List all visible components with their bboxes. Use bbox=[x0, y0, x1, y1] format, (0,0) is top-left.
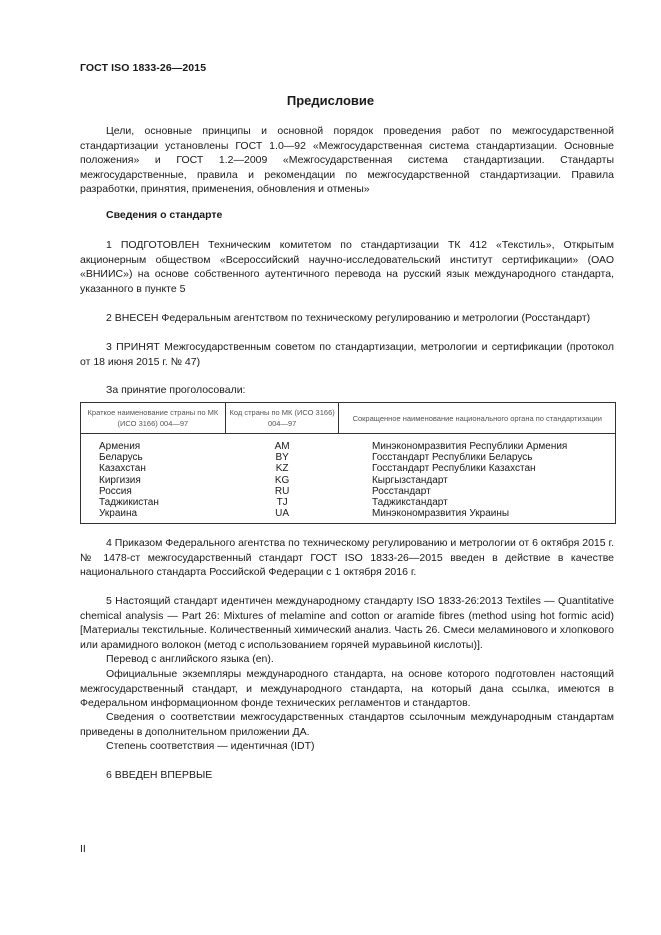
country-name: Украина bbox=[81, 508, 226, 524]
item-6-paragraph: 6 ВВЕДЕН ВПЕРВЫЕ bbox=[106, 769, 213, 781]
country-code: TJ bbox=[276, 497, 288, 509]
country-code: RU bbox=[274, 485, 290, 497]
votes-table bbox=[80, 402, 616, 524]
country-name: Россия bbox=[81, 486, 226, 497]
country-code: AM bbox=[274, 441, 290, 452]
table-row bbox=[81, 497, 616, 508]
national-body: Госстандарт Республики Беларусь bbox=[339, 452, 616, 463]
national-body: Госстандарт Республики Казахстан bbox=[339, 463, 616, 474]
table-header-row bbox=[81, 403, 616, 434]
table-row bbox=[81, 463, 616, 474]
page-title: Предисловие bbox=[286, 93, 375, 108]
table-row bbox=[81, 508, 616, 524]
table-row bbox=[81, 475, 616, 486]
country-name: Армения bbox=[81, 434, 226, 453]
item-3-paragraph: 3 ПРИНЯТ Межгосударственным советом по стандартизации, метрологии и сертификации (протокол от 18 июня 2015 г. № 47) bbox=[80, 341, 614, 368]
country-code: BY bbox=[275, 452, 289, 464]
country-code: UA bbox=[225, 508, 339, 524]
national-body: Минэкономразвития Республики Армения bbox=[339, 434, 616, 453]
item-2-paragraph: 2 ВНЕСЕН Федеральным агентством по техническому регулированию и метрологии (Росстандарт) bbox=[106, 312, 591, 324]
intro-paragraph: Цели, основные принципы и основной порядок проведения работ по межгосударственной стандартизации установлены ГОСТ 1.0—92 «Межгосударственная система стандартизации. Основные положения» и ГОСТ 1.2—2009 «Межгосударственная система стандартизации. Стандарты межгосударственные, правила и рекомендации по межгосударственной стандартизации. Правила разработки, принятия, применения, обновления и отмены» bbox=[80, 125, 614, 196]
header-country-code: Код страны по МК (ИСО 3166) 004—97 bbox=[225, 403, 339, 434]
header-national-body: Сокращенное наименование национального органа по стандартизации bbox=[339, 403, 616, 434]
national-body: Таджикстандарт bbox=[339, 497, 616, 508]
votes-label: За принятие проголосовали: bbox=[106, 384, 246, 396]
item-5-paragraph: 5 Настоящий стандарт идентичен международному стандарту ISO 1833-26:2013 Textiles — Quantitative chemical analysis — Part 26: Mixtures of melamine and cotton or aramide fibres (method using hot formic acid) [Материалы текстильные. Количественный химический анализ. Часть 26. Смеси меламинового и хлопкового или арамидного волокон (метод с использованием горячей муравьиной кислоты)]. bbox=[80, 595, 614, 651]
national-body: Минэкономразвития Украины bbox=[339, 508, 616, 524]
translation-note: Перевод с английского языка (en). bbox=[106, 653, 274, 665]
item-1-paragraph: 1 ПОДГОТОВЛЕН Техническим комитетом по стандартизации ТК 412 «Текстиль», Открытым акционерным обществом «Всероссийский научно-исследовательский институт сертификации» (ОАО «ВНИИС») на основе собственного аутентичного перевода на русский язык международного стандарта, указанного в пункте 5 bbox=[80, 239, 614, 295]
national-body: Росстандарт bbox=[339, 486, 616, 497]
section-heading: Сведения о стандарте bbox=[106, 209, 223, 221]
country-name: Беларусь bbox=[81, 452, 226, 463]
degree-paragraph: Степень соответствия — идентичная (IDT) bbox=[106, 740, 315, 752]
copies-paragraph: Официальные экземпляры международного стандарта, на основе которого подготовлен настоящий межгосударственный стандарт, и международного стандарта, на который дана ссылка, имеются в Федеральном информационном фонде технических регламентов и стандартов. bbox=[80, 668, 614, 710]
page-number: II bbox=[80, 843, 86, 855]
table-row bbox=[81, 486, 616, 497]
country-name: Таджикистан bbox=[81, 497, 226, 508]
national-body: Кыргызстандарт bbox=[339, 475, 616, 486]
country-name: Казахстан bbox=[81, 463, 226, 474]
document-id: ГОСТ ISO 1833-26—2015 bbox=[80, 62, 207, 74]
table-row bbox=[81, 434, 616, 453]
country-code: KG bbox=[274, 474, 290, 486]
table-row bbox=[81, 452, 616, 463]
country-code: KZ bbox=[275, 463, 289, 475]
header-country-name: Краткое наименование страны по МК (ИСО 3166) 004—97 bbox=[81, 403, 226, 434]
correspondence-paragraph: Сведения о соответствии межгосударственных стандартов ссылочным международным стандартам приведены в дополнительном приложении ДА. bbox=[80, 711, 614, 738]
item-4-paragraph: 4 Приказом Федерального агентства по техническому регулированию и метрологии от 6 октября 2015 г. № 1478-ст межгосударственный стандарт ГОСТ ISO 1833-26—2015 введен в действие в качестве национального стандарта Российской Федерации с 1 октября 2016 г. bbox=[80, 537, 614, 579]
country-name: Киргизия bbox=[81, 475, 226, 486]
